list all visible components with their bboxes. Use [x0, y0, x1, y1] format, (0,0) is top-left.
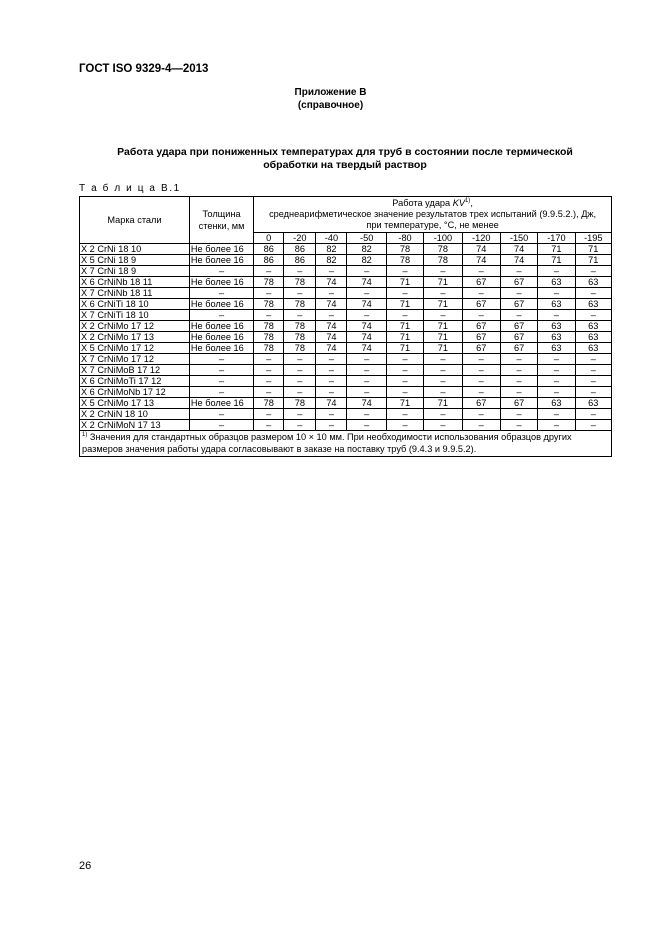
steel-grade-cell: X 7 CrNiTi 18 10 — [80, 310, 190, 321]
impact-value-cell: 63 — [575, 321, 611, 332]
table-row — [80, 277, 612, 288]
temperature-cell: -50 — [347, 233, 386, 244]
impact-value-cell: 78 — [424, 255, 462, 266]
impact-value-cell: – — [284, 365, 316, 376]
impact-value-cell: – — [284, 266, 316, 277]
impact-value-cell: 67 — [462, 343, 500, 354]
impact-value-cell: 67 — [500, 398, 537, 409]
temperature-cell: -20 — [284, 233, 316, 244]
impact-value-cell: 78 — [284, 321, 316, 332]
impact-value-cell: – — [316, 354, 347, 365]
temperature-cell: -170 — [538, 233, 575, 244]
impact-value-cell: – — [386, 288, 423, 299]
impact-value-cell: – — [500, 365, 537, 376]
table-row — [80, 365, 612, 376]
header-impact-line3: при температуре, °С, не менее — [366, 220, 499, 230]
table-footnote — [80, 431, 612, 457]
impact-value-cell: – — [316, 376, 347, 387]
impact-value-cell: – — [424, 365, 462, 376]
header-note-mark: 1) — [464, 197, 471, 204]
impact-value-cell: 78 — [424, 244, 462, 255]
steel-grade-cell: X 6 CrNiMoNb 17 12 — [80, 387, 190, 398]
impact-value-cell: – — [538, 266, 575, 277]
impact-value-cell: – — [347, 365, 386, 376]
impact-value-cell: – — [575, 420, 611, 431]
temperature-cell: -100 — [424, 233, 462, 244]
impact-value-cell: – — [386, 376, 423, 387]
impact-value-cell: – — [254, 420, 284, 431]
impact-value-cell: – — [424, 409, 462, 420]
impact-value-cell: 78 — [254, 299, 284, 310]
impact-value-cell: – — [500, 409, 537, 420]
steel-grade-cell: X 7 CrNiMoB 17 12 — [80, 365, 190, 376]
impact-value-cell: – — [347, 266, 386, 277]
impact-value-cell: – — [500, 354, 537, 365]
steel-grade-cell: X 2 CrNi 18 10 — [80, 244, 190, 255]
impact-value-cell: – — [386, 354, 423, 365]
impact-value-cell: 82 — [316, 255, 347, 266]
impact-value-cell: – — [424, 354, 462, 365]
impact-value-cell: – — [254, 376, 284, 387]
temperature-cell: -40 — [316, 233, 347, 244]
impact-value-cell: 78 — [254, 343, 284, 354]
section-title: Работа удара при пониженных температурах для труб в состоянии после термической обработки на твердый раствор — [117, 146, 573, 171]
steel-grade-cell: X 5 CrNi 18 9 — [80, 255, 190, 266]
steel-grade-cell: X 6 CrNiMoTi 17 12 — [80, 376, 190, 387]
impact-value-cell: – — [500, 310, 537, 321]
impact-value-cell: 71 — [424, 332, 462, 343]
impact-value-cell: – — [462, 354, 500, 365]
impact-value-cell: 63 — [538, 343, 575, 354]
table-row — [80, 255, 612, 266]
wall-thickness-cell: – — [189, 387, 253, 398]
header-thickness: Толщина стенки, мм — [189, 197, 253, 244]
impact-value-cell: – — [316, 420, 347, 431]
impact-value-cell: – — [347, 354, 386, 365]
wall-thickness-cell: – — [189, 376, 253, 387]
impact-value-cell: – — [462, 310, 500, 321]
wall-thickness-cell: Не более 16 — [189, 332, 253, 343]
appendix-title: Приложение В — [294, 87, 367, 98]
steel-grade-cell: X 5 CrNiMo 17 12 — [80, 343, 190, 354]
appendix-heading — [0, 86, 661, 112]
impact-value-cell: 63 — [538, 321, 575, 332]
impact-value-cell: 67 — [462, 321, 500, 332]
impact-value-cell: 74 — [347, 321, 386, 332]
impact-value-cell: 67 — [500, 321, 537, 332]
steel-grade-cell: X 5 CrNiMo 17 13 — [80, 398, 190, 409]
impact-value-cell: 78 — [254, 277, 284, 288]
impact-value-cell: 74 — [347, 343, 386, 354]
table-row — [80, 354, 612, 365]
impact-value-cell: – — [575, 387, 611, 398]
impact-value-cell: 67 — [500, 277, 537, 288]
impact-value-cell: – — [347, 420, 386, 431]
impact-value-cell: 82 — [347, 244, 386, 255]
impact-value-cell: – — [347, 310, 386, 321]
table-row — [80, 266, 612, 277]
impact-value-cell: 71 — [386, 299, 423, 310]
impact-value-cell: – — [538, 288, 575, 299]
table-row — [80, 398, 612, 409]
impact-value-cell: – — [575, 409, 611, 420]
document-code: ГОСТ ISO 9329-4—2013 — [79, 63, 209, 75]
impact-value-cell: 71 — [424, 398, 462, 409]
steel-grade-cell: X 7 CrNiMo 17 12 — [80, 354, 190, 365]
impact-value-cell: – — [254, 288, 284, 299]
impact-value-cell: – — [284, 354, 316, 365]
table-row — [80, 409, 612, 420]
impact-value-cell: – — [424, 420, 462, 431]
impact-value-cell: 74 — [500, 255, 537, 266]
impact-value-cell: 71 — [575, 244, 611, 255]
impact-value-cell: – — [254, 409, 284, 420]
impact-value-cell: 63 — [538, 277, 575, 288]
impact-value-cell: – — [575, 354, 611, 365]
impact-value-cell: 63 — [575, 343, 611, 354]
header-grade: Марка стали — [80, 197, 190, 244]
impact-value-cell: 86 — [254, 244, 284, 255]
impact-value-cell: 71 — [538, 244, 575, 255]
impact-value-cell: 78 — [254, 398, 284, 409]
impact-value-cell: 71 — [386, 277, 423, 288]
impact-value-cell: – — [254, 365, 284, 376]
impact-value-cell: – — [386, 266, 423, 277]
impact-value-cell: 63 — [575, 332, 611, 343]
impact-value-cell: – — [284, 420, 316, 431]
impact-value-cell: – — [347, 387, 386, 398]
impact-value-cell: – — [424, 387, 462, 398]
impact-value-cell: 71 — [424, 321, 462, 332]
impact-value-cell: 63 — [538, 332, 575, 343]
impact-value-cell: 71 — [386, 321, 423, 332]
steel-grade-cell: X 6 CrNiNb 18 11 — [80, 277, 190, 288]
impact-value-cell: – — [284, 288, 316, 299]
impact-value-cell: 74 — [316, 332, 347, 343]
impact-value-cell: – — [347, 376, 386, 387]
impact-value-cell: 63 — [538, 299, 575, 310]
impact-value-cell: 86 — [284, 255, 316, 266]
impact-value-cell: 67 — [500, 332, 537, 343]
impact-value-cell: 78 — [386, 255, 423, 266]
impact-value-cell: – — [386, 420, 423, 431]
impact-value-cell: – — [316, 266, 347, 277]
temperature-cell: -120 — [462, 233, 500, 244]
table-row — [80, 332, 612, 343]
impact-value-cell: – — [538, 310, 575, 321]
impact-value-cell: 71 — [424, 277, 462, 288]
impact-value-cell: 74 — [347, 398, 386, 409]
impact-value-cell: – — [500, 288, 537, 299]
table-row — [80, 376, 612, 387]
impact-value-cell: – — [462, 365, 500, 376]
impact-value-cell: – — [462, 420, 500, 431]
impact-value-cell: – — [462, 409, 500, 420]
impact-value-cell: 71 — [386, 343, 423, 354]
impact-value-cell: – — [316, 365, 347, 376]
impact-value-cell: – — [500, 420, 537, 431]
table-row — [80, 244, 612, 255]
impact-value-cell: – — [462, 288, 500, 299]
impact-value-cell: – — [424, 376, 462, 387]
impact-value-cell: 74 — [462, 255, 500, 266]
impact-value-cell: 67 — [500, 299, 537, 310]
impact-value-cell: 74 — [316, 299, 347, 310]
impact-value-cell: – — [347, 409, 386, 420]
impact-value-cell: 63 — [575, 299, 611, 310]
impact-value-cell: – — [284, 387, 316, 398]
impact-value-cell: – — [316, 387, 347, 398]
steel-grade-cell: X 2 CrNiMo 17 13 — [80, 332, 190, 343]
impact-table — [79, 196, 612, 457]
impact-value-cell: 86 — [284, 244, 316, 255]
impact-value-cell: 78 — [284, 343, 316, 354]
temperature-cell: -80 — [386, 233, 423, 244]
temperature-cell: 0 — [254, 233, 284, 244]
steel-grade-cell: X 2 CrNiN 18 10 — [80, 409, 190, 420]
impact-value-cell: 74 — [347, 299, 386, 310]
table-row — [80, 343, 612, 354]
impact-value-cell: – — [500, 376, 537, 387]
steel-grade-cell: X 7 CrNi 18 9 — [80, 266, 190, 277]
impact-value-cell: 78 — [284, 277, 316, 288]
impact-value-cell: – — [538, 409, 575, 420]
impact-value-cell: – — [284, 376, 316, 387]
header-impact-work: Работа удара KV$^{1)}$, среднеарифметическое значение результатов трех испытаний (9.9.5.2.), Дж, при температуре, °С, не менее — [254, 197, 612, 233]
header-impact-line2: среднеарифметическое значение результатов трех испытаний (9.9.5.2.), Дж, — [269, 209, 597, 219]
impact-value-cell: – — [575, 310, 611, 321]
impact-value-cell: 71 — [386, 332, 423, 343]
wall-thickness-cell: – — [189, 266, 253, 277]
steel-grade-cell: X 2 CrNiMoN 17 13 — [80, 420, 190, 431]
impact-value-cell: 67 — [500, 343, 537, 354]
impact-value-cell: 71 — [424, 343, 462, 354]
table-row — [80, 288, 612, 299]
impact-value-cell: 74 — [316, 343, 347, 354]
wall-thickness-cell: – — [189, 365, 253, 376]
wall-thickness-cell: Не более 16 — [189, 255, 253, 266]
temperature-cell: -195 — [575, 233, 611, 244]
wall-thickness-cell: Не более 16 — [189, 277, 253, 288]
impact-value-cell: 63 — [575, 398, 611, 409]
impact-value-cell: – — [386, 409, 423, 420]
impact-value-cell: – — [386, 387, 423, 398]
impact-value-cell: 67 — [462, 398, 500, 409]
impact-value-cell: – — [575, 288, 611, 299]
impact-value-cell: – — [254, 354, 284, 365]
impact-value-cell: – — [538, 387, 575, 398]
wall-thickness-cell: – — [189, 420, 253, 431]
impact-value-cell: – — [284, 310, 316, 321]
impact-value-cell: – — [462, 376, 500, 387]
header-impact-line1: Работа удара KV — [392, 198, 465, 208]
impact-value-cell: – — [500, 266, 537, 277]
impact-value-cell: 78 — [284, 332, 316, 343]
impact-value-cell: – — [575, 266, 611, 277]
impact-value-cell: – — [575, 376, 611, 387]
impact-value-cell: – — [538, 365, 575, 376]
impact-value-cell: 67 — [462, 332, 500, 343]
impact-value-cell: – — [538, 376, 575, 387]
impact-value-cell: – — [500, 387, 537, 398]
page-number: 26 — [79, 860, 92, 872]
impact-value-cell: 74 — [347, 332, 386, 343]
impact-value-cell: 67 — [462, 299, 500, 310]
impact-value-cell: – — [254, 310, 284, 321]
impact-value-cell: 74 — [347, 277, 386, 288]
table-row — [80, 321, 612, 332]
impact-value-cell: – — [284, 409, 316, 420]
impact-value-cell: – — [538, 354, 575, 365]
steel-grade-cell: X 6 CrNiTi 18 10 — [80, 299, 190, 310]
impact-value-cell: 74 — [316, 321, 347, 332]
footnote-mark: 1) — [82, 431, 88, 438]
impact-value-cell: – — [386, 365, 423, 376]
appendix-subtitle: (справочное) — [297, 100, 364, 111]
temperature-cell: -150 — [500, 233, 537, 244]
impact-value-cell: 67 — [462, 277, 500, 288]
wall-thickness-cell: Не более 16 — [189, 321, 253, 332]
impact-value-cell: – — [462, 266, 500, 277]
table-label: Т а б л и ц а В.1 — [79, 183, 181, 194]
steel-grade-cell: X 2 CrNiMo 17 12 — [80, 321, 190, 332]
table-row — [80, 299, 612, 310]
impact-value-cell: 71 — [424, 299, 462, 310]
impact-value-cell: 63 — [538, 398, 575, 409]
impact-value-cell: 63 — [575, 277, 611, 288]
impact-value-cell: 74 — [316, 277, 347, 288]
impact-value-cell: – — [316, 288, 347, 299]
impact-value-cell: – — [347, 288, 386, 299]
table-row — [80, 310, 612, 321]
table-row — [80, 387, 612, 398]
table-row — [80, 420, 612, 431]
impact-value-cell: – — [386, 310, 423, 321]
impact-value-cell: – — [538, 420, 575, 431]
impact-value-cell: – — [424, 310, 462, 321]
impact-value-cell: 78 — [254, 332, 284, 343]
wall-thickness-cell: Не более 16 — [189, 398, 253, 409]
wall-thickness-cell: – — [189, 354, 253, 365]
impact-value-cell: – — [462, 387, 500, 398]
table-header-row — [80, 197, 612, 233]
impact-value-cell: 78 — [386, 244, 423, 255]
impact-value-cell: 82 — [316, 244, 347, 255]
impact-value-cell: – — [254, 387, 284, 398]
wall-thickness-cell: Не более 16 — [189, 244, 253, 255]
impact-value-cell: – — [575, 365, 611, 376]
steel-grade-cell: X 7 CrNiNb 18 11 — [80, 288, 190, 299]
impact-value-cell: 74 — [462, 244, 500, 255]
impact-value-cell: – — [424, 288, 462, 299]
wall-thickness-cell: Не более 16 — [189, 343, 253, 354]
footnote-text: Значения для стандартных образцов размером 10 × 10 мм. При необходимости использования образцов других размеров значения работы удара согласовывают в заказе на поставку труб (9.4.3 и 9.9.5.2). — [82, 432, 572, 454]
wall-thickness-cell: – — [189, 310, 253, 321]
impact-value-cell: – — [254, 266, 284, 277]
wall-thickness-cell: – — [189, 288, 253, 299]
impact-value-cell: 78 — [254, 321, 284, 332]
impact-value-cell: 71 — [386, 398, 423, 409]
wall-thickness-cell: Не более 16 — [189, 299, 253, 310]
impact-value-cell: – — [316, 409, 347, 420]
footnote-row — [80, 431, 612, 457]
impact-value-cell: 71 — [538, 255, 575, 266]
impact-value-cell: 74 — [316, 398, 347, 409]
impact-value-cell: – — [316, 310, 347, 321]
impact-value-cell: 78 — [284, 299, 316, 310]
impact-value-cell: 74 — [500, 244, 537, 255]
impact-value-cell: 86 — [254, 255, 284, 266]
impact-value-cell: 71 — [575, 255, 611, 266]
impact-value-cell: – — [424, 266, 462, 277]
impact-value-cell: 82 — [347, 255, 386, 266]
wall-thickness-cell: – — [189, 409, 253, 420]
impact-value-cell: 78 — [284, 398, 316, 409]
